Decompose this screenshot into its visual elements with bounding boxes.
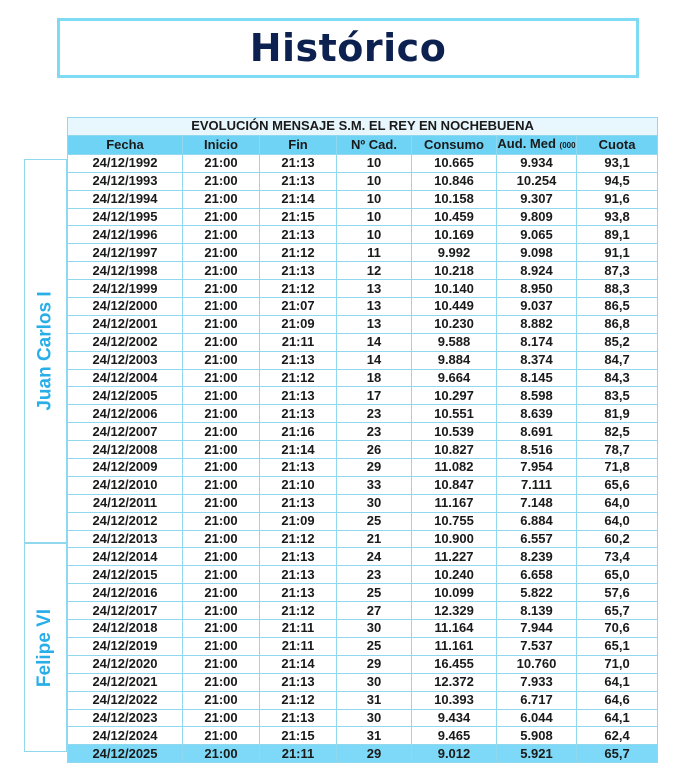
table-row (68, 584, 658, 602)
cell-fin: 21:07 (260, 298, 337, 316)
cell-inicio: 21:00 (183, 566, 260, 584)
table-row (68, 351, 658, 369)
cell-fecha: 24/12/1992 (68, 154, 183, 172)
cell-cuota: 81,9 (577, 405, 658, 423)
cell-fecha: 24/12/2013 (68, 530, 183, 548)
cell-fecha: 24/12/2024 (68, 727, 183, 745)
cell-audiencia: 8.882 (497, 315, 577, 333)
cell-fin: 21:15 (260, 208, 337, 226)
cell-consumo: 9.465 (412, 727, 497, 745)
cell-fecha: 24/12/1998 (68, 262, 183, 280)
table-row (68, 172, 658, 190)
cell-fecha: 24/12/2019 (68, 637, 183, 655)
table-row (68, 405, 658, 423)
cell-fecha: 24/12/2015 (68, 566, 183, 584)
table-row (68, 602, 658, 620)
cell-inicio: 21:00 (183, 745, 260, 763)
cell-consumo: 9.884 (412, 351, 497, 369)
cell-fin: 21:11 (260, 620, 337, 638)
cell-cuota: 94,5 (577, 172, 658, 190)
cell-cuota: 93,1 (577, 154, 658, 172)
cell-inicio: 21:00 (183, 512, 260, 530)
cell-fin: 21:12 (260, 691, 337, 709)
cell-cuota: 78,7 (577, 441, 658, 459)
col-header-consumo: Consumo (412, 135, 497, 154)
cell-inicio: 21:00 (183, 637, 260, 655)
cell-cadenas: 10 (337, 154, 412, 172)
cell-cuota: 57,6 (577, 584, 658, 602)
cell-cadenas: 27 (337, 602, 412, 620)
cell-fin: 21:13 (260, 387, 337, 405)
cell-fin: 21:12 (260, 244, 337, 262)
cell-inicio: 21:00 (183, 387, 260, 405)
cell-fin: 21:13 (260, 494, 337, 512)
cell-inicio: 21:00 (183, 602, 260, 620)
cell-cuota: 64,1 (577, 709, 658, 727)
cell-inicio: 21:00 (183, 584, 260, 602)
cell-fin: 21:13 (260, 459, 337, 477)
cell-fecha: 24/12/2011 (68, 494, 183, 512)
cell-fin: 21:16 (260, 423, 337, 441)
cell-consumo: 12.329 (412, 602, 497, 620)
cell-cadenas: 30 (337, 673, 412, 691)
cell-cuota: 71,0 (577, 655, 658, 673)
cell-inicio: 21:00 (183, 244, 260, 262)
cell-consumo: 11.082 (412, 459, 497, 477)
cell-fecha: 24/12/1993 (68, 172, 183, 190)
cell-cadenas: 13 (337, 280, 412, 298)
cell-cadenas: 33 (337, 476, 412, 494)
cell-fecha: 24/12/1995 (68, 208, 183, 226)
cell-consumo: 10.847 (412, 476, 497, 494)
cell-fin: 21:13 (260, 405, 337, 423)
col-header-inicio: Inicio (183, 135, 260, 154)
cell-cadenas: 29 (337, 655, 412, 673)
table-row (68, 548, 658, 566)
cell-fecha: 24/12/2012 (68, 512, 183, 530)
cell-fin: 21:14 (260, 655, 337, 673)
cell-inicio: 21:00 (183, 172, 260, 190)
cell-consumo: 10.551 (412, 405, 497, 423)
cell-cadenas: 21 (337, 530, 412, 548)
cell-consumo: 10.755 (412, 512, 497, 530)
cell-fecha: 24/12/2006 (68, 405, 183, 423)
cell-cuota: 65,7 (577, 745, 658, 763)
cell-cuota: 86,8 (577, 315, 658, 333)
table-row (68, 262, 658, 280)
cell-audiencia: 6.658 (497, 566, 577, 584)
cell-cadenas: 23 (337, 423, 412, 441)
cell-cuota: 70,6 (577, 620, 658, 638)
cell-fin: 21:10 (260, 476, 337, 494)
cell-fecha: 24/12/1996 (68, 226, 183, 244)
cell-inicio: 21:00 (183, 691, 260, 709)
cell-inicio: 21:00 (183, 494, 260, 512)
cell-cadenas: 25 (337, 512, 412, 530)
cell-inicio: 21:00 (183, 476, 260, 494)
cell-consumo: 10.240 (412, 566, 497, 584)
table-row (68, 208, 658, 226)
cell-cadenas: 25 (337, 637, 412, 655)
cell-cadenas: 30 (337, 494, 412, 512)
cell-consumo: 12.372 (412, 673, 497, 691)
table-row (68, 494, 658, 512)
cell-inicio: 21:00 (183, 351, 260, 369)
cell-fin: 21:12 (260, 602, 337, 620)
cell-fin: 21:11 (260, 333, 337, 351)
cell-inicio: 21:00 (183, 423, 260, 441)
cell-fecha: 24/12/2021 (68, 673, 183, 691)
cell-cadenas: 30 (337, 620, 412, 638)
cell-cuota: 89,1 (577, 226, 658, 244)
cell-fin: 21:13 (260, 351, 337, 369)
cell-fin: 21:13 (260, 709, 337, 727)
cell-inicio: 21:00 (183, 280, 260, 298)
cell-fin: 21:15 (260, 727, 337, 745)
cell-consumo: 11.161 (412, 637, 497, 655)
cell-audiencia: 5.822 (497, 584, 577, 602)
cell-consumo: 11.164 (412, 620, 497, 638)
table-row (68, 566, 658, 584)
table-row (68, 387, 658, 405)
cell-cuota: 84,3 (577, 369, 658, 387)
cell-audiencia: 7.954 (497, 459, 577, 477)
cell-fin: 21:13 (260, 673, 337, 691)
cell-cuota: 65,7 (577, 602, 658, 620)
cell-fecha: 24/12/1994 (68, 190, 183, 208)
cell-fecha: 24/12/2016 (68, 584, 183, 602)
cell-inicio: 21:00 (183, 315, 260, 333)
cell-fin: 21:09 (260, 512, 337, 530)
cell-audiencia: 9.037 (497, 298, 577, 316)
cell-consumo: 9.434 (412, 709, 497, 727)
cell-consumo: 9.992 (412, 244, 497, 262)
cell-consumo: 10.158 (412, 190, 497, 208)
cell-audiencia: 8.950 (497, 280, 577, 298)
table-row (68, 637, 658, 655)
table-body (68, 154, 658, 762)
cell-audiencia: 7.933 (497, 673, 577, 691)
cell-cadenas: 18 (337, 369, 412, 387)
cell-cuota: 64,0 (577, 512, 658, 530)
table-row (68, 315, 658, 333)
cell-fin: 21:13 (260, 154, 337, 172)
cell-cuota: 84,7 (577, 351, 658, 369)
cell-cadenas: 29 (337, 459, 412, 477)
cell-fin: 21:11 (260, 745, 337, 763)
cell-consumo: 16.455 (412, 655, 497, 673)
cell-fecha: 24/12/2005 (68, 387, 183, 405)
cell-audiencia: 10.254 (497, 172, 577, 190)
cell-cadenas: 17 (337, 387, 412, 405)
cell-cadenas: 13 (337, 315, 412, 333)
cell-cuota: 65,0 (577, 566, 658, 584)
cell-consumo: 10.140 (412, 280, 497, 298)
cell-audiencia: 7.537 (497, 637, 577, 655)
cell-cuota: 83,5 (577, 387, 658, 405)
cell-fecha: 24/12/2004 (68, 369, 183, 387)
cell-cadenas: 13 (337, 298, 412, 316)
cell-fecha: 24/12/1999 (68, 280, 183, 298)
cell-fin: 21:13 (260, 566, 337, 584)
cell-audiencia: 8.516 (497, 441, 577, 459)
cell-inicio: 21:00 (183, 226, 260, 244)
table-row (68, 727, 658, 745)
cell-fecha: 24/12/2010 (68, 476, 183, 494)
cell-audiencia: 6.884 (497, 512, 577, 530)
cell-audiencia: 9.809 (497, 208, 577, 226)
cell-consumo: 10.459 (412, 208, 497, 226)
cell-audiencia: 7.148 (497, 494, 577, 512)
table-row (68, 369, 658, 387)
cell-fin: 21:14 (260, 441, 337, 459)
cell-cadenas: 10 (337, 208, 412, 226)
cell-inicio: 21:00 (183, 208, 260, 226)
cell-audiencia: 9.098 (497, 244, 577, 262)
cell-consumo: 11.227 (412, 548, 497, 566)
table-row (68, 673, 658, 691)
table-row (68, 620, 658, 638)
cell-consumo: 10.297 (412, 387, 497, 405)
cell-cuota: 85,2 (577, 333, 658, 351)
cell-audiencia: 7.111 (497, 476, 577, 494)
cell-cuota: 91,6 (577, 190, 658, 208)
cell-cuota: 91,1 (577, 244, 658, 262)
table-row (68, 190, 658, 208)
cell-inicio: 21:00 (183, 441, 260, 459)
col-header-cadenas: Nº Cad. (337, 135, 412, 154)
cell-audiencia: 8.639 (497, 405, 577, 423)
cell-consumo: 10.218 (412, 262, 497, 280)
cell-fecha: 24/12/2020 (68, 655, 183, 673)
cell-consumo: 10.449 (412, 298, 497, 316)
cell-consumo: 10.846 (412, 172, 497, 190)
cell-consumo: 10.827 (412, 441, 497, 459)
table-row (68, 441, 658, 459)
cell-cuota: 88,3 (577, 280, 658, 298)
cell-fecha: 24/12/2003 (68, 351, 183, 369)
group-label-text: Juan Carlos I (34, 291, 56, 411)
cell-fecha: 24/12/2022 (68, 691, 183, 709)
cell-cadenas: 23 (337, 566, 412, 584)
cell-cuota: 62,4 (577, 727, 658, 745)
cell-cadenas: 24 (337, 548, 412, 566)
cell-fecha: 24/12/2000 (68, 298, 183, 316)
title-box (57, 18, 639, 78)
cell-inicio: 21:00 (183, 333, 260, 351)
cell-cadenas: 10 (337, 190, 412, 208)
cell-inicio: 21:00 (183, 405, 260, 423)
cell-inicio: 21:00 (183, 154, 260, 172)
cell-fecha: 24/12/2017 (68, 602, 183, 620)
cell-fin: 21:09 (260, 315, 337, 333)
cell-fecha: 24/12/2025 (68, 745, 183, 763)
cell-audiencia: 9.065 (497, 226, 577, 244)
table-row (68, 154, 658, 172)
cell-fecha: 24/12/2007 (68, 423, 183, 441)
cell-cadenas: 30 (337, 709, 412, 727)
table-row (68, 655, 658, 673)
cell-inicio: 21:00 (183, 655, 260, 673)
cell-cadenas: 10 (337, 226, 412, 244)
cell-cadenas: 31 (337, 727, 412, 745)
cell-fecha: 24/12/2014 (68, 548, 183, 566)
table-row (68, 691, 658, 709)
cell-fin: 21:14 (260, 190, 337, 208)
cell-audiencia: 5.908 (497, 727, 577, 745)
cell-inicio: 21:00 (183, 673, 260, 691)
cell-fin: 21:11 (260, 637, 337, 655)
cell-audiencia: 7.944 (497, 620, 577, 638)
cell-audiencia: 8.145 (497, 369, 577, 387)
cell-fin: 21:12 (260, 530, 337, 548)
cell-cuota: 87,3 (577, 262, 658, 280)
table-row (68, 226, 658, 244)
table-row (68, 476, 658, 494)
cell-cadenas: 23 (337, 405, 412, 423)
cell-audiencia: 9.934 (497, 154, 577, 172)
cell-audiencia: 8.139 (497, 602, 577, 620)
cell-audiencia: 8.374 (497, 351, 577, 369)
cell-cuota: 73,4 (577, 548, 658, 566)
cell-audiencia: 6.717 (497, 691, 577, 709)
cell-cuota: 65,6 (577, 476, 658, 494)
cell-inicio: 21:00 (183, 459, 260, 477)
cell-audiencia: 9.307 (497, 190, 577, 208)
cell-cadenas: 25 (337, 584, 412, 602)
cell-cadenas: 12 (337, 262, 412, 280)
cell-inicio: 21:00 (183, 298, 260, 316)
table-row (68, 709, 658, 727)
cell-consumo: 10.900 (412, 530, 497, 548)
cell-fin: 21:13 (260, 262, 337, 280)
col-header-audiencia (497, 135, 577, 154)
cell-audiencia: 10.760 (497, 655, 577, 673)
cell-cadenas: 26 (337, 441, 412, 459)
cell-audiencia: 8.598 (497, 387, 577, 405)
cell-fecha: 24/12/2018 (68, 620, 183, 638)
cell-cadenas: 14 (337, 351, 412, 369)
cell-fin: 21:13 (260, 548, 337, 566)
cell-fecha: 24/12/2023 (68, 709, 183, 727)
cell-fecha: 24/12/1997 (68, 244, 183, 262)
table-row (68, 333, 658, 351)
cell-consumo: 10.230 (412, 315, 497, 333)
cell-audiencia: 5.921 (497, 745, 577, 763)
cell-consumo: 9.588 (412, 333, 497, 351)
table-row (68, 512, 658, 530)
col-header-audiencia-unit: (000 (559, 140, 576, 150)
cell-cuota: 64,0 (577, 494, 658, 512)
cell-inicio: 21:00 (183, 530, 260, 548)
table-row (68, 298, 658, 316)
cell-inicio: 21:00 (183, 548, 260, 566)
cell-fin: 21:12 (260, 280, 337, 298)
cell-cuota: 82,5 (577, 423, 658, 441)
cell-cadenas: 14 (337, 333, 412, 351)
cell-audiencia: 8.924 (497, 262, 577, 280)
cell-cadenas: 29 (337, 745, 412, 763)
cell-consumo: 9.012 (412, 745, 497, 763)
cell-fin: 21:13 (260, 226, 337, 244)
cell-consumo: 10.665 (412, 154, 497, 172)
cell-cadenas: 10 (337, 172, 412, 190)
cell-fecha: 24/12/2001 (68, 315, 183, 333)
col-header-fin: Fin (260, 135, 337, 154)
cell-inicio: 21:00 (183, 369, 260, 387)
cell-cadenas: 11 (337, 244, 412, 262)
page-title: Histórico (249, 26, 447, 70)
cell-inicio: 21:00 (183, 190, 260, 208)
cell-fecha: 24/12/2009 (68, 459, 183, 477)
group-label-juan-carlos (24, 159, 67, 543)
cell-cuota: 71,8 (577, 459, 658, 477)
cell-inicio: 21:00 (183, 262, 260, 280)
cell-audiencia: 6.044 (497, 709, 577, 727)
group-label-felipe (24, 543, 67, 752)
cell-consumo: 11.167 (412, 494, 497, 512)
table-row (68, 459, 658, 477)
cell-audiencia: 8.239 (497, 548, 577, 566)
table-row (68, 745, 658, 763)
table-row (68, 530, 658, 548)
cell-consumo: 10.539 (412, 423, 497, 441)
cell-audiencia: 8.691 (497, 423, 577, 441)
cell-inicio: 21:00 (183, 727, 260, 745)
cell-consumo: 10.099 (412, 584, 497, 602)
cell-audiencia: 6.557 (497, 530, 577, 548)
cell-cuota: 64,6 (577, 691, 658, 709)
history-table (67, 117, 658, 763)
cell-inicio: 21:00 (183, 709, 260, 727)
cell-cuota: 64,1 (577, 673, 658, 691)
cell-inicio: 21:00 (183, 620, 260, 638)
cell-fin: 21:13 (260, 172, 337, 190)
cell-cuota: 93,8 (577, 208, 658, 226)
cell-fecha: 24/12/2008 (68, 441, 183, 459)
cell-audiencia: 8.174 (497, 333, 577, 351)
cell-cadenas: 31 (337, 691, 412, 709)
cell-fin: 21:13 (260, 584, 337, 602)
group-label-text: Felipe VI (34, 608, 56, 687)
table-caption: EVOLUCIÓN MENSAJE S.M. EL REY EN NOCHEBUENA (68, 118, 658, 136)
cell-fecha: 24/12/2002 (68, 333, 183, 351)
cell-consumo: 10.169 (412, 226, 497, 244)
cell-fin: 21:12 (260, 369, 337, 387)
cell-cuota: 65,1 (577, 637, 658, 655)
col-header-cuota: Cuota (577, 135, 658, 154)
cell-cuota: 86,5 (577, 298, 658, 316)
cell-consumo: 9.664 (412, 369, 497, 387)
cell-cuota: 60,2 (577, 530, 658, 548)
table-row (68, 244, 658, 262)
table-row (68, 280, 658, 298)
table-row (68, 423, 658, 441)
col-header-audiencia-label: Aud. Med (497, 135, 556, 151)
col-header-fecha: Fecha (68, 135, 183, 154)
cell-consumo: 10.393 (412, 691, 497, 709)
